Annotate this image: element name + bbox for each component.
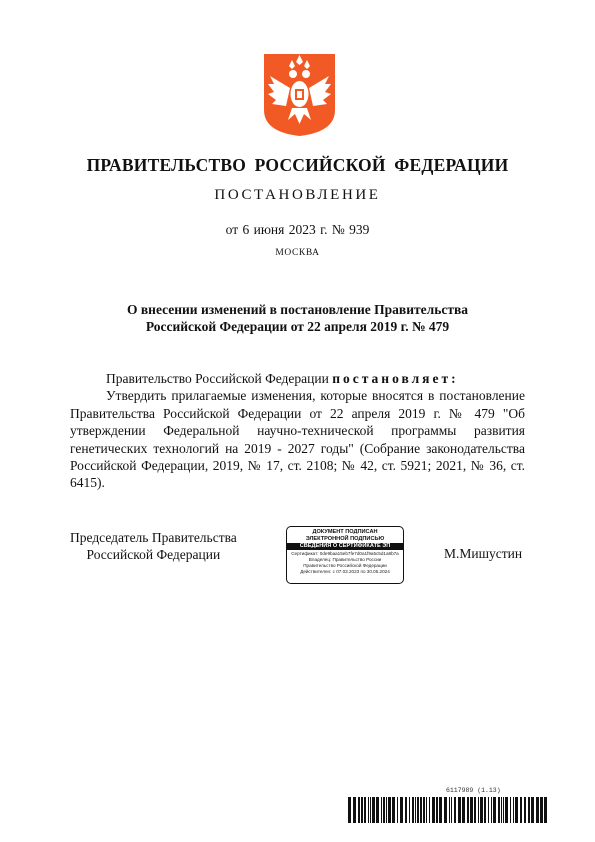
barcode-bar	[429, 797, 430, 823]
barcode-bar	[451, 797, 452, 823]
decree-keyword: постановляет:	[332, 371, 459, 386]
document-subject	[90, 301, 505, 335]
signer-position-line-2: Российской Федерации	[86, 547, 221, 563]
barcode-bar	[503, 797, 504, 823]
barcode-bar	[513, 797, 514, 823]
barcode-bar	[531, 797, 534, 823]
barcode-bar	[381, 797, 382, 823]
decree-lead-prefix: Правительство Российской Федерации	[106, 371, 333, 386]
barcode-bar	[501, 797, 502, 823]
barcode-bar	[449, 797, 450, 823]
barcode-bar	[484, 797, 486, 823]
barcode-bar	[397, 797, 398, 823]
barcode-bar	[515, 797, 518, 823]
barcode-bar	[474, 797, 476, 823]
stamp-certificate: Сертификат: 0de9baa15eb7fe7d0a1f9a5c5d1a8b7a	[291, 551, 399, 557]
barcode-bar	[540, 797, 543, 823]
document-barcode	[348, 797, 550, 823]
barcode-bar	[423, 797, 425, 823]
signer-name: М.Мишустин	[444, 546, 523, 561]
barcode-bar	[368, 797, 369, 823]
barcode-bar	[478, 797, 479, 823]
barcode-bar	[372, 797, 375, 823]
barcode-bar	[420, 797, 422, 823]
document-serial-number: 6117989 (1.13)	[446, 787, 501, 794]
barcode-bar	[462, 797, 465, 823]
stamp-line-1: ДОКУМЕНТ ПОДПИСАН	[312, 529, 378, 535]
barcode-bar	[388, 797, 391, 823]
government-title: ПРАВИТЕЛЬСТВО РОССИЙСКОЙ ФЕДЕРАЦИИ	[86, 155, 509, 175]
barcode-bar	[432, 797, 435, 823]
barcode-bar	[467, 797, 469, 823]
barcode-bar	[470, 797, 473, 823]
barcode-bar	[520, 797, 522, 823]
stamp-line-2: ЭЛЕКТРОННОЙ ПОДПИСЬЮ	[305, 535, 385, 542]
barcode-bar	[417, 797, 419, 823]
barcode-bar	[358, 797, 360, 823]
barcode-bar	[505, 797, 508, 823]
barcode-bar	[544, 797, 547, 823]
barcode-bar	[370, 797, 371, 823]
barcode-bar	[444, 797, 447, 823]
decree-paragraph: Утвердить прилагаемые изменения, которые вносятся в постановление Правительства Российской Федерации от 22 апреля 2019 г. № 479 "Об утверждении Федеральной научно-технической программы развития генетических технологий на 2019 - 2027 годы" (Собрание законодательства Российской Федерации, 2019, № 17, ст. 2108; № 42, ст. 5921; 2021, № 36, ст. 6415).	[70, 388, 525, 491]
stamp-owner: Владелец: Правительство России	[308, 556, 382, 562]
document-city: МОСКВА	[275, 248, 320, 258]
barcode-bar	[400, 797, 403, 823]
barcode-bar	[454, 797, 456, 823]
barcode-bar	[405, 797, 407, 823]
barcode-bar	[364, 797, 366, 823]
barcode-bar	[383, 797, 385, 823]
barcode-bar	[480, 797, 483, 823]
barcode-bar	[361, 797, 363, 823]
stamp-organization: Правительство Российской Федерации	[303, 562, 387, 568]
stamp-header: СВЕДЕНИЯ О СЕРТИФИКАТЕ ЭП	[287, 543, 403, 550]
document-date-number: от 6 июня 2023 г. № 939	[225, 222, 370, 237]
document-type: ПОСТАНОВЛЕНИЕ	[214, 187, 381, 203]
barcode-bar	[436, 797, 438, 823]
barcode-bar	[524, 797, 526, 823]
barcode-bar	[409, 797, 410, 823]
barcode-bar	[498, 797, 500, 823]
barcode-bar	[439, 797, 442, 823]
barcode-bar	[392, 797, 395, 823]
barcode-bar	[458, 797, 461, 823]
barcode-bar	[426, 797, 427, 823]
barcode-bar	[376, 797, 379, 823]
barcode-bar	[415, 797, 416, 823]
stamp-validity: Действителен: с 07.03.2023 по 30.05.2024	[300, 568, 390, 574]
subject-line-1: О внесении изменений в постановление Правительства	[127, 302, 468, 317]
barcode-bar	[528, 797, 530, 823]
barcode-bar	[536, 797, 539, 823]
barcode-bar	[510, 797, 511, 823]
state-emblem	[262, 52, 337, 138]
electronic-signature-stamp	[286, 526, 404, 584]
barcode-bar	[491, 797, 492, 823]
barcode-bar	[488, 797, 489, 823]
subject-line-2: Российской Федерации от 22 апреля 2019 г. № 479	[145, 319, 450, 334]
signer-position	[70, 529, 237, 564]
document-body	[70, 370, 525, 492]
barcode-bar	[386, 797, 387, 823]
barcode-bar	[353, 797, 356, 823]
barcode-bar	[493, 797, 496, 823]
decree-lead	[70, 370, 525, 387]
barcode-bar	[348, 797, 351, 823]
signer-position-line-1: Председатель Правительства	[70, 530, 237, 545]
barcode-bar	[412, 797, 414, 823]
